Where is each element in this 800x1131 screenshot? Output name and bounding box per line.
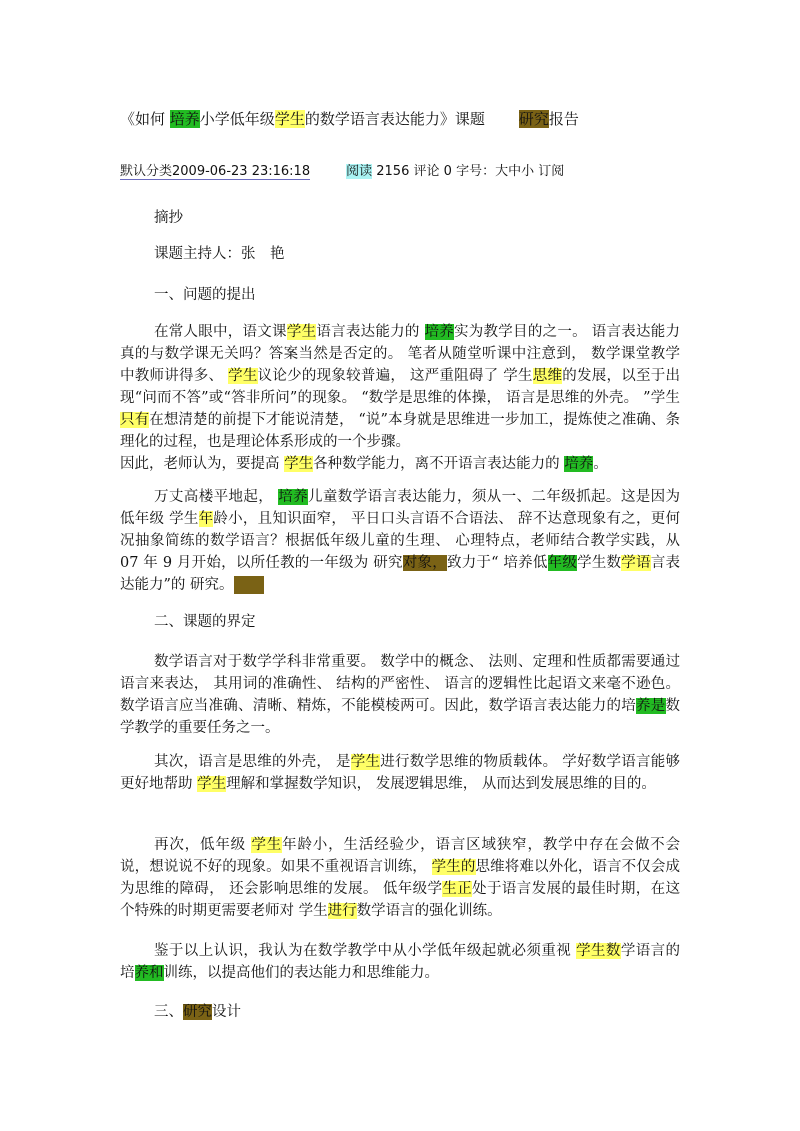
host-line: 课题主持人：张 艳 (154, 246, 285, 262)
section-heading-3: 三、研究设计 (154, 1004, 241, 1020)
comment-link[interactable]: 评论 (413, 164, 440, 179)
paragraph-3: 数学语言对于数学学科非常重要。 数学中的概念、 法则、定理和性质都需要通过语言来表达， 其用词的准确性、 结构的严密性、 语言的逻辑性比起语文来毫不逊色。数学语言应当准确、清晰、精炼，不能模棱两可。因此，数学语言表达能力的培养是数学教学的重要任务之一。 (120, 654, 681, 736)
font-size-label: 字号： (456, 164, 496, 179)
excerpt-label: 摘抄 (154, 210, 183, 226)
title-highlight: 培养 (169, 110, 200, 128)
comment-count: 0 (443, 164, 452, 179)
paragraph-2: 万丈高楼平地起， 培养儿童数学语言表达能力，须从一、二年级抓起。这是因为低年级 学生年龄小，且知识面窄， 平日口头言语不合语法、 辞不达意现象有之，更何况抽象简练的数学语言？根据低年级儿童的生理、 心理特点，老师结合教学实践，从 07 年 9 月开始，以所任教的一年级为 研究对象，致力于“ 培养低年级学生数学语言表达能力”的 研究。 (120, 489, 681, 593)
paragraph-5: 再次，低年级 学生年龄小，生活经验少，语言区域狭窄，教学中存在会做不会说，想说说不好的现象。如果不重视语言训练， 学生的思维将难以外化，语言不仅会成为思维的障碍， 还会影响思维的发展。 低年级学生正处于语言发展的最佳时期，在这个特殊的时期更需要老师对 学生进行数学语言的强化训练。 (120, 837, 681, 919)
read-count: 2156 (376, 164, 410, 179)
read-label: 阅读 (346, 164, 373, 179)
page-title (120, 108, 720, 129)
title-text: 报告 (548, 110, 579, 128)
section-heading-2: 二、课题的界定 (154, 614, 256, 630)
paragraph-1: 在常人眼中，语文课学生语言表达能力的 培养实为教学目的之一。 语言表达能力真的与数学课无关吗？答案当然是否定的。 笔者从随堂听课中注意到， 数学课堂教学中教师讲得多、 学生议论少的现象较普遍， 这严重阻碍了 学生思维的发展，以至于出现“问而不答”或“答非所问”的现象。 “数学是思维的体操， 语言是思维的外壳。 ”学生 只有在想清楚的前提下才能说清楚， “说”本身就是思维进一步加工，提炼使之准确、条理化的过程，也是理论体系形成的一个步骤。 因此，老师认为，要提高 学生各种数学能力，离不开语言表达能力的 培养。 (120, 324, 681, 472)
post-meta (120, 160, 564, 179)
title-text: 小学低年级 (199, 110, 275, 128)
title-text: 《如何 (120, 110, 170, 128)
title-highlight: 学生 (274, 110, 305, 128)
title-highlight: 研究 (518, 110, 549, 128)
title-text: 的数学语言表达能力》课题 (304, 110, 485, 128)
highlight-block (234, 576, 264, 594)
paragraph-6: 鉴于以上认识，我认为在数学教学中从小学低年级起就必须重视 学生数学语言的培养和训练，以提高他们的表达能力和思维能力。 (120, 943, 681, 981)
post-datetime: 2009-06-23 23:16:18 (172, 164, 311, 179)
category-link[interactable]: 默认分类 (120, 164, 173, 179)
font-size-options[interactable]: 大中小 (495, 164, 535, 179)
subscribe-link[interactable]: 订阅 (538, 164, 565, 179)
section-heading-1: 一、问题的提出 (154, 287, 256, 303)
paragraph-4: 其次，语言是思维的外壳， 是学生进行数学思维的物质载体。 学好数学语言能够更好地帮助 学生理解和掌握数学知识， 发展逻辑思维， 从而达到发展思维的目的。 (120, 754, 680, 792)
